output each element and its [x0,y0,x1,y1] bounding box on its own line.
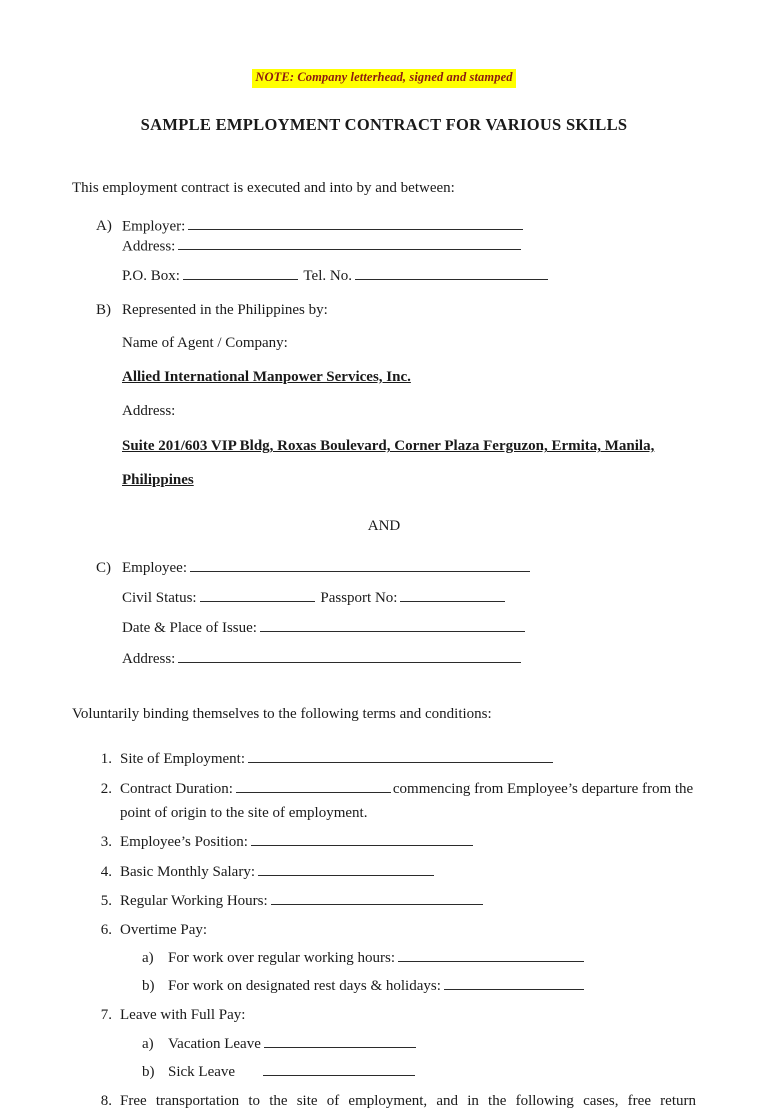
term-7b-letter: b) [142,1063,155,1080]
party-c-date-place-body [122,617,696,640]
term-2-body [120,777,696,826]
term-2-trailing-text: commencing from Employee’s departure from the point of origin to the site of employment. [120,780,694,821]
party-c-address-row [96,648,696,671]
regular-working-hours-input-rule[interactable] [271,892,483,905]
party-a-pobox-row [96,265,696,288]
tel-input-rule[interactable] [355,267,548,280]
term-3-label: Employee’s Position: [120,834,248,851]
employer-address-input-rule[interactable] [178,237,521,250]
term-1-label: Site of Employment: [120,751,245,768]
agent-company-label: Name of Agent / Company: [122,334,288,351]
vacation-leave-input-rule[interactable] [264,1034,416,1047]
party-a-address-row [96,237,696,256]
terms-list [96,747,696,1113]
employer-label: Employer: [122,218,186,235]
terms-intro: Voluntarily binding themselves to the following terms and conditions: [72,705,492,722]
party-b-heading: Represented in the Philippines by: [122,302,328,319]
party-b-block [96,299,696,492]
term-8-number: 8. [100,1092,112,1109]
employer-input-rule[interactable] [188,217,523,230]
letterhead-note: NOTE: Company letterhead, signed and stamped [252,69,515,88]
party-b-agent-label-row [96,332,696,355]
term-6a-body [168,946,696,970]
party-c-marker: C) [96,559,111,576]
civil-status-label: Civil Status: [122,590,197,607]
party-a-employer-row [96,217,696,236]
basic-monthly-salary-input-rule[interactable] [258,862,434,875]
term-7b-body [168,1060,696,1084]
party-c-block [96,557,696,671]
term-7-subitem-b [142,1060,696,1084]
term-6b-body [168,974,696,998]
party-b-address-label-row [96,400,696,423]
agent-address-line-2-wrap [122,469,696,492]
party-a-employer-body [122,217,696,236]
party-c-civil-status-row [96,587,696,610]
term-3-body [120,830,696,854]
date-place-label: Date & Place of Issue: [122,620,257,637]
term-6-subitem-a [142,946,696,970]
passport-label: Passport No: [320,590,398,607]
agent-address-line-1: Suite 201/603 VIP Bldg, Roxas Boulevard, Corner Plaza Ferguzon, Ermita, Manila, [122,438,655,455]
term-6-number: 6. [100,922,112,939]
party-b-agent-name-row [96,366,696,389]
overtime-regular-hours-input-rule[interactable] [398,949,584,962]
term-8-label: Free transportation to the site of employment, and in the following cases, free return [120,1092,696,1109]
po-box-label: P.O. Box: [122,268,180,285]
party-a-marker: A) [96,218,112,235]
term-item-2 [96,777,696,826]
sick-leave-input-rule[interactable] [263,1062,415,1075]
term-6a-letter: a) [142,950,154,967]
intro-paragraph: This employment contract is executed and into by and between: [72,179,455,196]
employee-input-rule[interactable] [190,559,530,572]
term-item-8 [96,1089,696,1113]
po-box-input-rule[interactable] [183,267,298,280]
term-item-4 [96,860,696,884]
term-7-subitem-a [142,1032,696,1056]
party-c-civil-status-body [122,587,696,610]
passport-input-rule[interactable] [400,589,505,602]
party-b-heading-row [96,299,696,322]
term-6b-letter: b) [142,978,155,995]
term-6b-label: For work on designated rest days & holidays: [168,978,441,995]
agent-address-line-2: Philippines [122,471,194,488]
term-5-number: 5. [100,892,112,909]
agent-company-name: Allied International Manpower Services, Inc. [122,368,411,385]
and-separator: AND [367,517,401,534]
term-7-number: 7. [100,1007,112,1024]
employee-address-label: Address: [122,650,176,667]
civil-status-input-rule[interactable] [200,589,315,602]
term-6-subitem-b [142,974,696,998]
tel-label: Tel. No. [303,268,352,285]
party-a-pobox-body [122,265,696,288]
date-place-input-rule[interactable] [260,619,525,632]
term-2-label: Contract Duration: [120,780,233,797]
term-5-label: Regular Working Hours: [120,892,268,909]
term-7a-label: Vacation Leave [168,1035,261,1052]
term-7a-letter: a) [142,1035,154,1052]
term-7a-body [168,1032,696,1056]
party-a-address-body [122,237,696,256]
term-5-body [120,889,696,913]
page-title: SAMPLE EMPLOYMENT CONTRACT FOR VARIOUS SKILLS [140,114,628,134]
term-1-body [120,747,696,771]
party-c-employee-body [122,557,696,580]
employee-position-input-rule[interactable] [251,833,473,846]
employer-address-label: Address: [122,237,176,254]
term-3-number: 3. [100,834,112,851]
document-page [0,68,768,1109]
note-row [72,68,696,88]
term-2-number: 2. [100,780,112,797]
site-of-employment-input-rule[interactable] [248,750,553,763]
contract-duration-input-rule[interactable] [236,779,391,792]
term-7b-label: Sick Leave [168,1063,236,1080]
term-6a-label: For work over regular working hours: [168,950,396,967]
term-4-body [120,860,696,884]
party-b-marker: B) [96,302,111,319]
term-item-5 [96,889,696,913]
term-item-3 [96,830,696,854]
party-b-address-line2-row [96,469,696,492]
term-4-number: 4. [100,863,112,880]
party-c-address-body [122,648,696,671]
party-c-employee-row [96,557,696,580]
term-item-6 [96,918,696,942]
term-item-7 [96,1003,696,1027]
party-c-date-place-row [96,617,696,640]
term-item-1 [96,747,696,771]
overtime-rest-days-input-rule[interactable] [444,977,584,990]
term-6-label: Overtime Pay: [120,922,208,939]
party-a-block [96,217,696,288]
term-7-label: Leave with Full Pay: [120,1007,246,1024]
agent-address-label: Address: [122,403,176,420]
employee-address-input-rule[interactable] [178,649,521,662]
employee-label: Employee: [122,559,187,576]
term-4-label: Basic Monthly Salary: [120,863,255,880]
party-b-address-line1-row [96,435,696,458]
term-1-number: 1. [100,751,112,768]
